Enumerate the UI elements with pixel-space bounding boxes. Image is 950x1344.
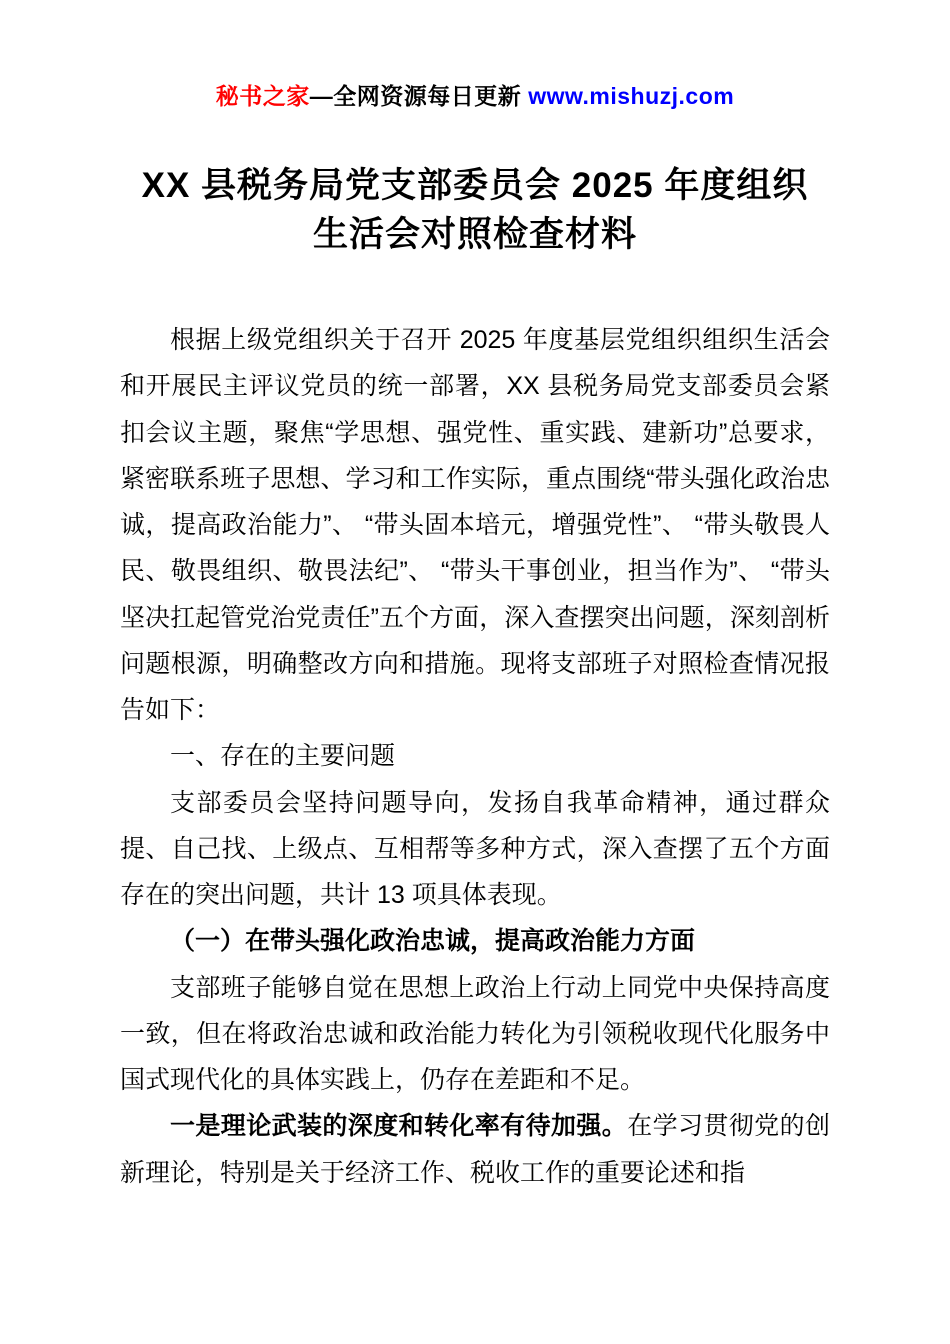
paragraph: 一、存在的主要问题 [170,742,396,771]
paragraph: （一）在带头强化政治忠诚，提高政治能力方面 [170,927,696,956]
document-body [120,317,830,1196]
paragraph-lead: 一是理论武装的深度和转化率有待加强。 [170,1112,628,1141]
paragraph: 根据上级党组织关于召开 2025 年度基层党组织组织生活会和开展民主评议党员的统一部署，XX 县税务局党支部委员会紧扣会议主题，聚焦“学思想、强党性、重实践、建新功”总要求，紧密联系班子思想、学习和工作实际，重点围绕“带头强化政治忠诚，提高政治能力”、 “带头固本培元，增强党性”、 “带头敬畏人民、敬畏组织、敬畏法纪”、 “带头干事创业，担当作为”、 “带头坚决扛起管党治党责任”五个方面，深入查摆突出问题，深刻剖析问题根源，明确整改方向和措施。现将支部班子对照检查情况报告如下： [120,326,830,724]
site-tagline: —全网资源每日更新 [309,83,529,109]
site-header [120,78,830,111]
paragraph: 一是理论武装的深度和转化率有待加强。在学习贯彻党的创新理论，特别是关于经济工作、税收工作的重要论述和指 [120,1112,830,1187]
paragraph: 支部委员会坚持问题导向，发扬自我革命精神，通过群众提、自己找、上级点、互相帮等多种方式，深入查摆了五个方面存在的突出问题，共计 13 项具体表现。 [120,788,830,909]
document-title: XX 县税务局党支部委员会 2025 年度组织生活会对照检查材料 [141,166,809,254]
paragraph: 支部班子能够自觉在思想上政治上行动上同党中央保持高度一致，但在将政治忠诚和政治能力转化为引领税收现代化服务中国式现代化的具体实践上，仍存在差距和不足。 [120,973,830,1094]
site-brand: 秘书之家 [215,83,310,109]
site-url-link[interactable]: www.mishuzj.com [528,83,735,109]
